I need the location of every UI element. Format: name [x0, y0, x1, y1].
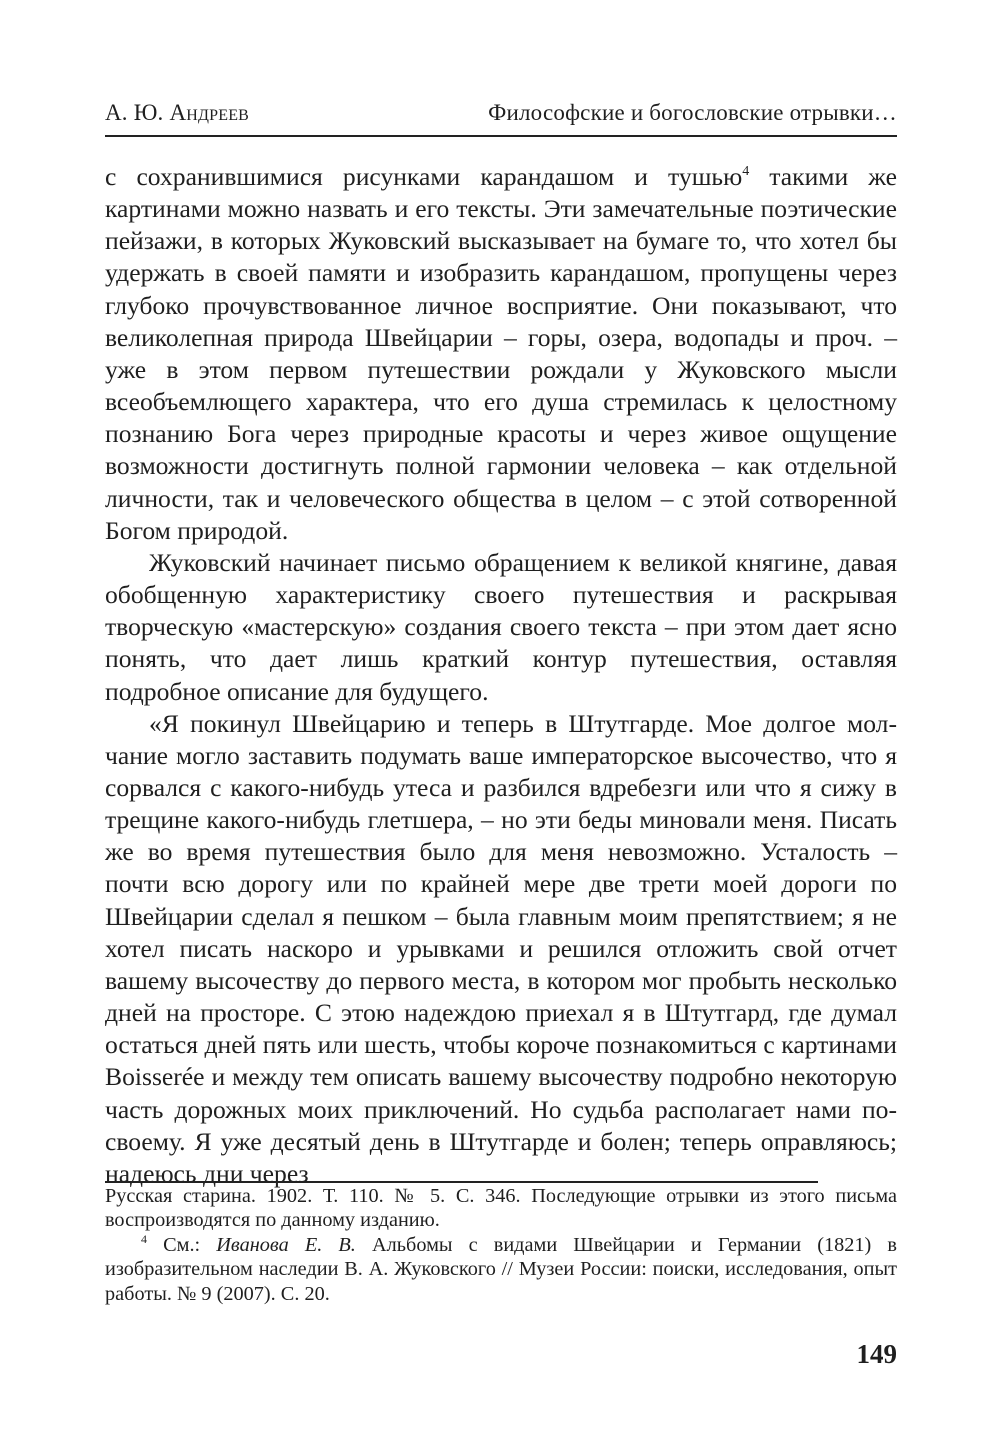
footnote-rule	[105, 1181, 818, 1183]
footnote-ref-4: 4	[742, 164, 750, 179]
footnotes	[105, 1184, 897, 1306]
paragraph-1	[105, 161, 897, 547]
page-number: 149	[856, 1339, 897, 1369]
running-head-author: А. Ю. Андреев	[105, 100, 250, 125]
footnote-4-author: Иванова Е. В.	[216, 1233, 356, 1256]
footnote-continuation: Русская старина. 1902. Т. 110. № 5. С. 346. Последующие отрывки из этого письма воспроизводятся по данному изданию.	[105, 1185, 897, 1232]
paragraph-1-rest: такими же картинами можно назвать и его тексты. Эти замечательные поэтические пейзажи, в которых Жуковский высказывает на бумаге то, что хотел бы удержать в своей памяти и изобразить карандашом, пропущены через глубоко прочувствованное личное восприятие. Они показывают, что великолепная природа Швейцарии – горы, озера, водопады и проч. – уже в этом первом путешествии рождали у Жуковского мысли всеобъемлющего характера, что его душа стремилась к целостному познанию Бога через природные красоты и через живое ощущение возможности достигнуть полной гармонии человека – как отдельной личности, так и человеческого общества в целом – с этой сотворенной Богом природой.	[105, 162, 897, 545]
paragraph-1-start: с сохранившимися рисунками карандашом и тушью	[105, 162, 743, 191]
footnote-4-prefix: См.:	[147, 1233, 217, 1256]
paragraph-2: Жуковский начинает письмо обращением к великой княгине, давая обобщенную характеристику своего путешествия и раскрывая творческую «мастерскую» создания своего текста – при этом дает ясно понять, что дает лишь краткий контур путешествия, оставляя подробное описание для будущего.	[105, 547, 897, 706]
footnote-4-marker: 4	[141, 1231, 147, 1246]
paragraph-3-quote: «Я покинул Швейцарию и теперь в Штутгарде. Мое долгое молчание могло заставить подумать ваше императорское высочество, что я сорвался с какого-нибудь утеса и разбился вдребезги или что я сижу в трещине какого-нибудь глетшера, – но эти беды миновали меня. Писать же во время путешествия было для меня невозможно. Усталость – почти всю дорогу или по крайней мере две трети моей дороги по Швейцарии сделал я пешком – была главным моим препятствием; я не хотел писать наскоро и урывками и решился отложить свой отчет вашему высочеству до первого места, в котором мог пробыть несколько дней на просторе. С этою надеждою приехал я в Штутгард, где думал остаться дней пять или шесть, чтобы короче познакомиться с картинами Boisserée и между тем описать вашему высочеству подробно некоторую часть дорожных моих приключений. Но судьба располагает нами по-своему. Я уже десятый день в Штутгарде и болен; теперь оправляюсь; надеюсь дни через	[105, 708, 897, 1188]
footnote-4	[105, 1233, 897, 1306]
running-head-title: Философские и богословские отрывки…	[488, 100, 897, 125]
main-text	[105, 161, 897, 1190]
header-rule	[105, 135, 897, 137]
footnote-4-text: Альбомы с видами Швейцарии и Германии (1821) в изобразительном наследии В. А. Жуковского // Музеи России: поиски, исследования, опыт работы. № 9 (2007). С. 20.	[105, 1233, 897, 1305]
running-head	[105, 100, 897, 136]
